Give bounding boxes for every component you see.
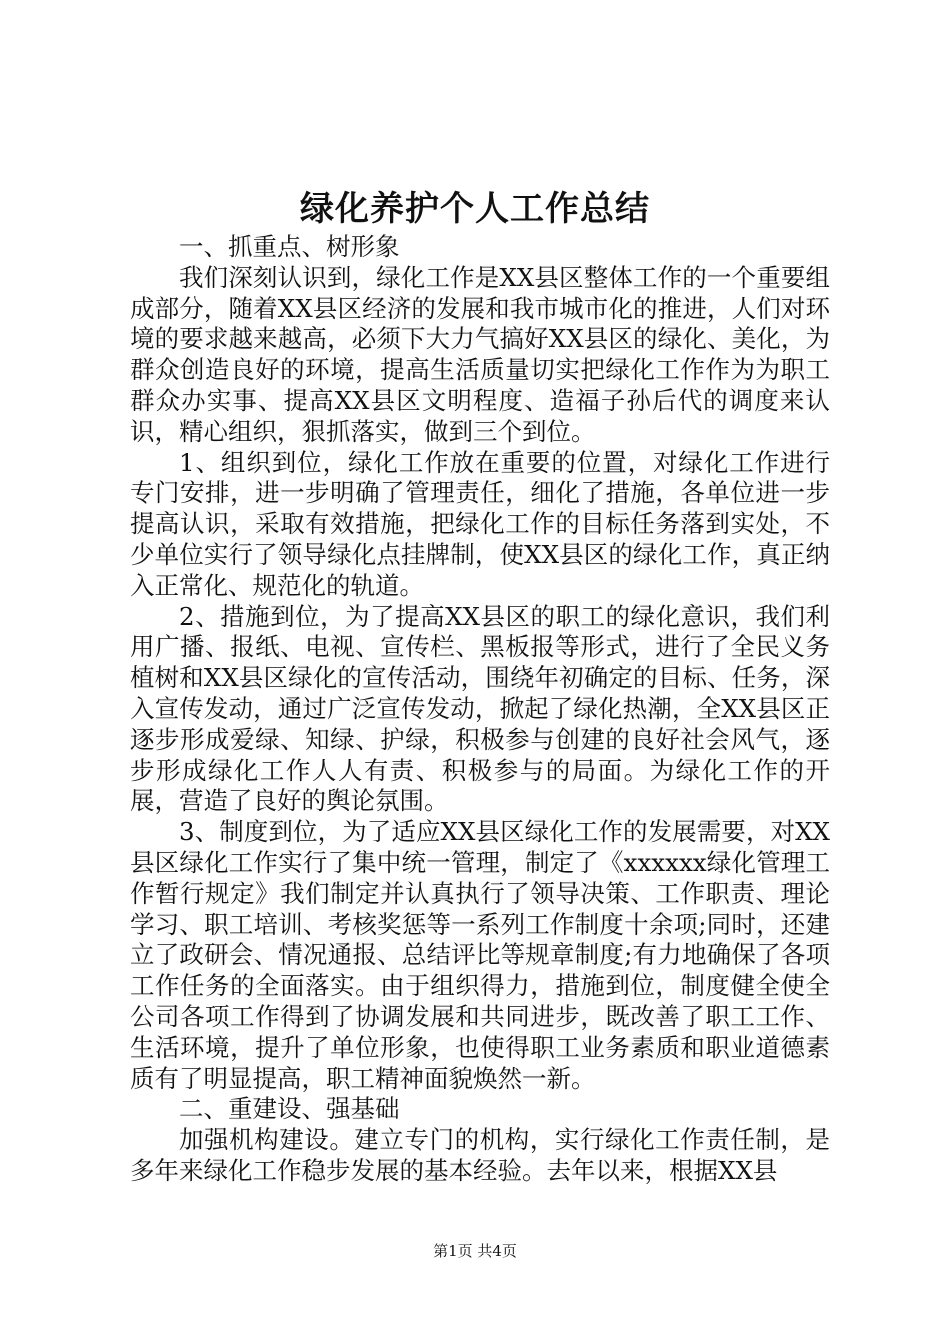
paragraph-construction: 加强机构建设。建立专门的机构，实行绿化工作责任制，是多年来绿化工作稳步发展的基本经验。去年以来，根据XX县 xyxy=(130,1125,830,1185)
document-title: 绿化养护个人工作总结 xyxy=(300,189,650,229)
document-body xyxy=(130,232,830,1187)
section-heading-1: 一、抓重点、树形象 xyxy=(179,232,400,261)
paragraph-measures: 2、措施到位，为了提高XX县区的职工的绿化意识，我们利用广播、报纸、电视、宣传栏、黑板报等形式，进行了全民义务植树和XX县区绿化的宣传活动，围绕年初确定的目标、任务，深入宣传发动，通过广泛宣传发动，掀起了绿化热潮，全XX县区正逐步形成爱绿、知绿、护绿，积极参与创建的良好社会风气，逐步形成绿化工作人人有责、积极参与的局面。为绿化工作的开展，营造了良好的舆论氛围。 xyxy=(130,601,830,816)
section-heading-2: 二、重建设、强基础 xyxy=(179,1094,400,1124)
paragraph-organization: 1、组织到位，绿化工作放在重要的位置，对绿化工作进行专门安排，进一步明确了管理责任，细化了措施，各单位进一步提高认识，采取有效措施，把绿化工作的目标任务落到实处，不少单位实行了领导绿化点挂牌制，使XX县区的绿化工作，真正纳入正常化、规范化的轨道。 xyxy=(130,447,830,600)
paragraph-system: 3、制度到位，为了适应XX县区绿化工作的发展需要，对XX县区绿化工作实行了集中统一管理，制定了《xxxxxx绿化管理工作暂行规定》我们制定并认真执行了领导决策、工作职责、理论学习、职工培训、考核奖惩等一系列工作制度十余项;同时，还建立了政研会、情况通报、总结评比等规章制度;有力地确保了各项工作任务的全面落实。由于组织得力，措施到位，制度健全使全公司各项工作得到了协调发展和共同进步，既改善了职工工作、生活环境，提升了单位形象，也使得职工业务素质和职业道德素质有了明显提高，职工精神面貌焕然一新。 xyxy=(130,817,830,1093)
paragraph-intro: 我们深刻认识到，绿化工作是XX县区整体工作的一个重要组成部分，随着XX县区经济的发展和我市城市化的推进，人们对环境的要求越来越高，必须下大力气搞好XX县区的绿化、美化，为群众创造良好的环境，提高生活质量切实把绿化工作作为为职工群众办实事、提高XX县区文明程度、造福子孙后代的调度来认识，精心组织，狠抓落实，做到三个到位。 xyxy=(130,262,830,446)
page-footer: 第1页 共4页 xyxy=(433,1242,517,1260)
